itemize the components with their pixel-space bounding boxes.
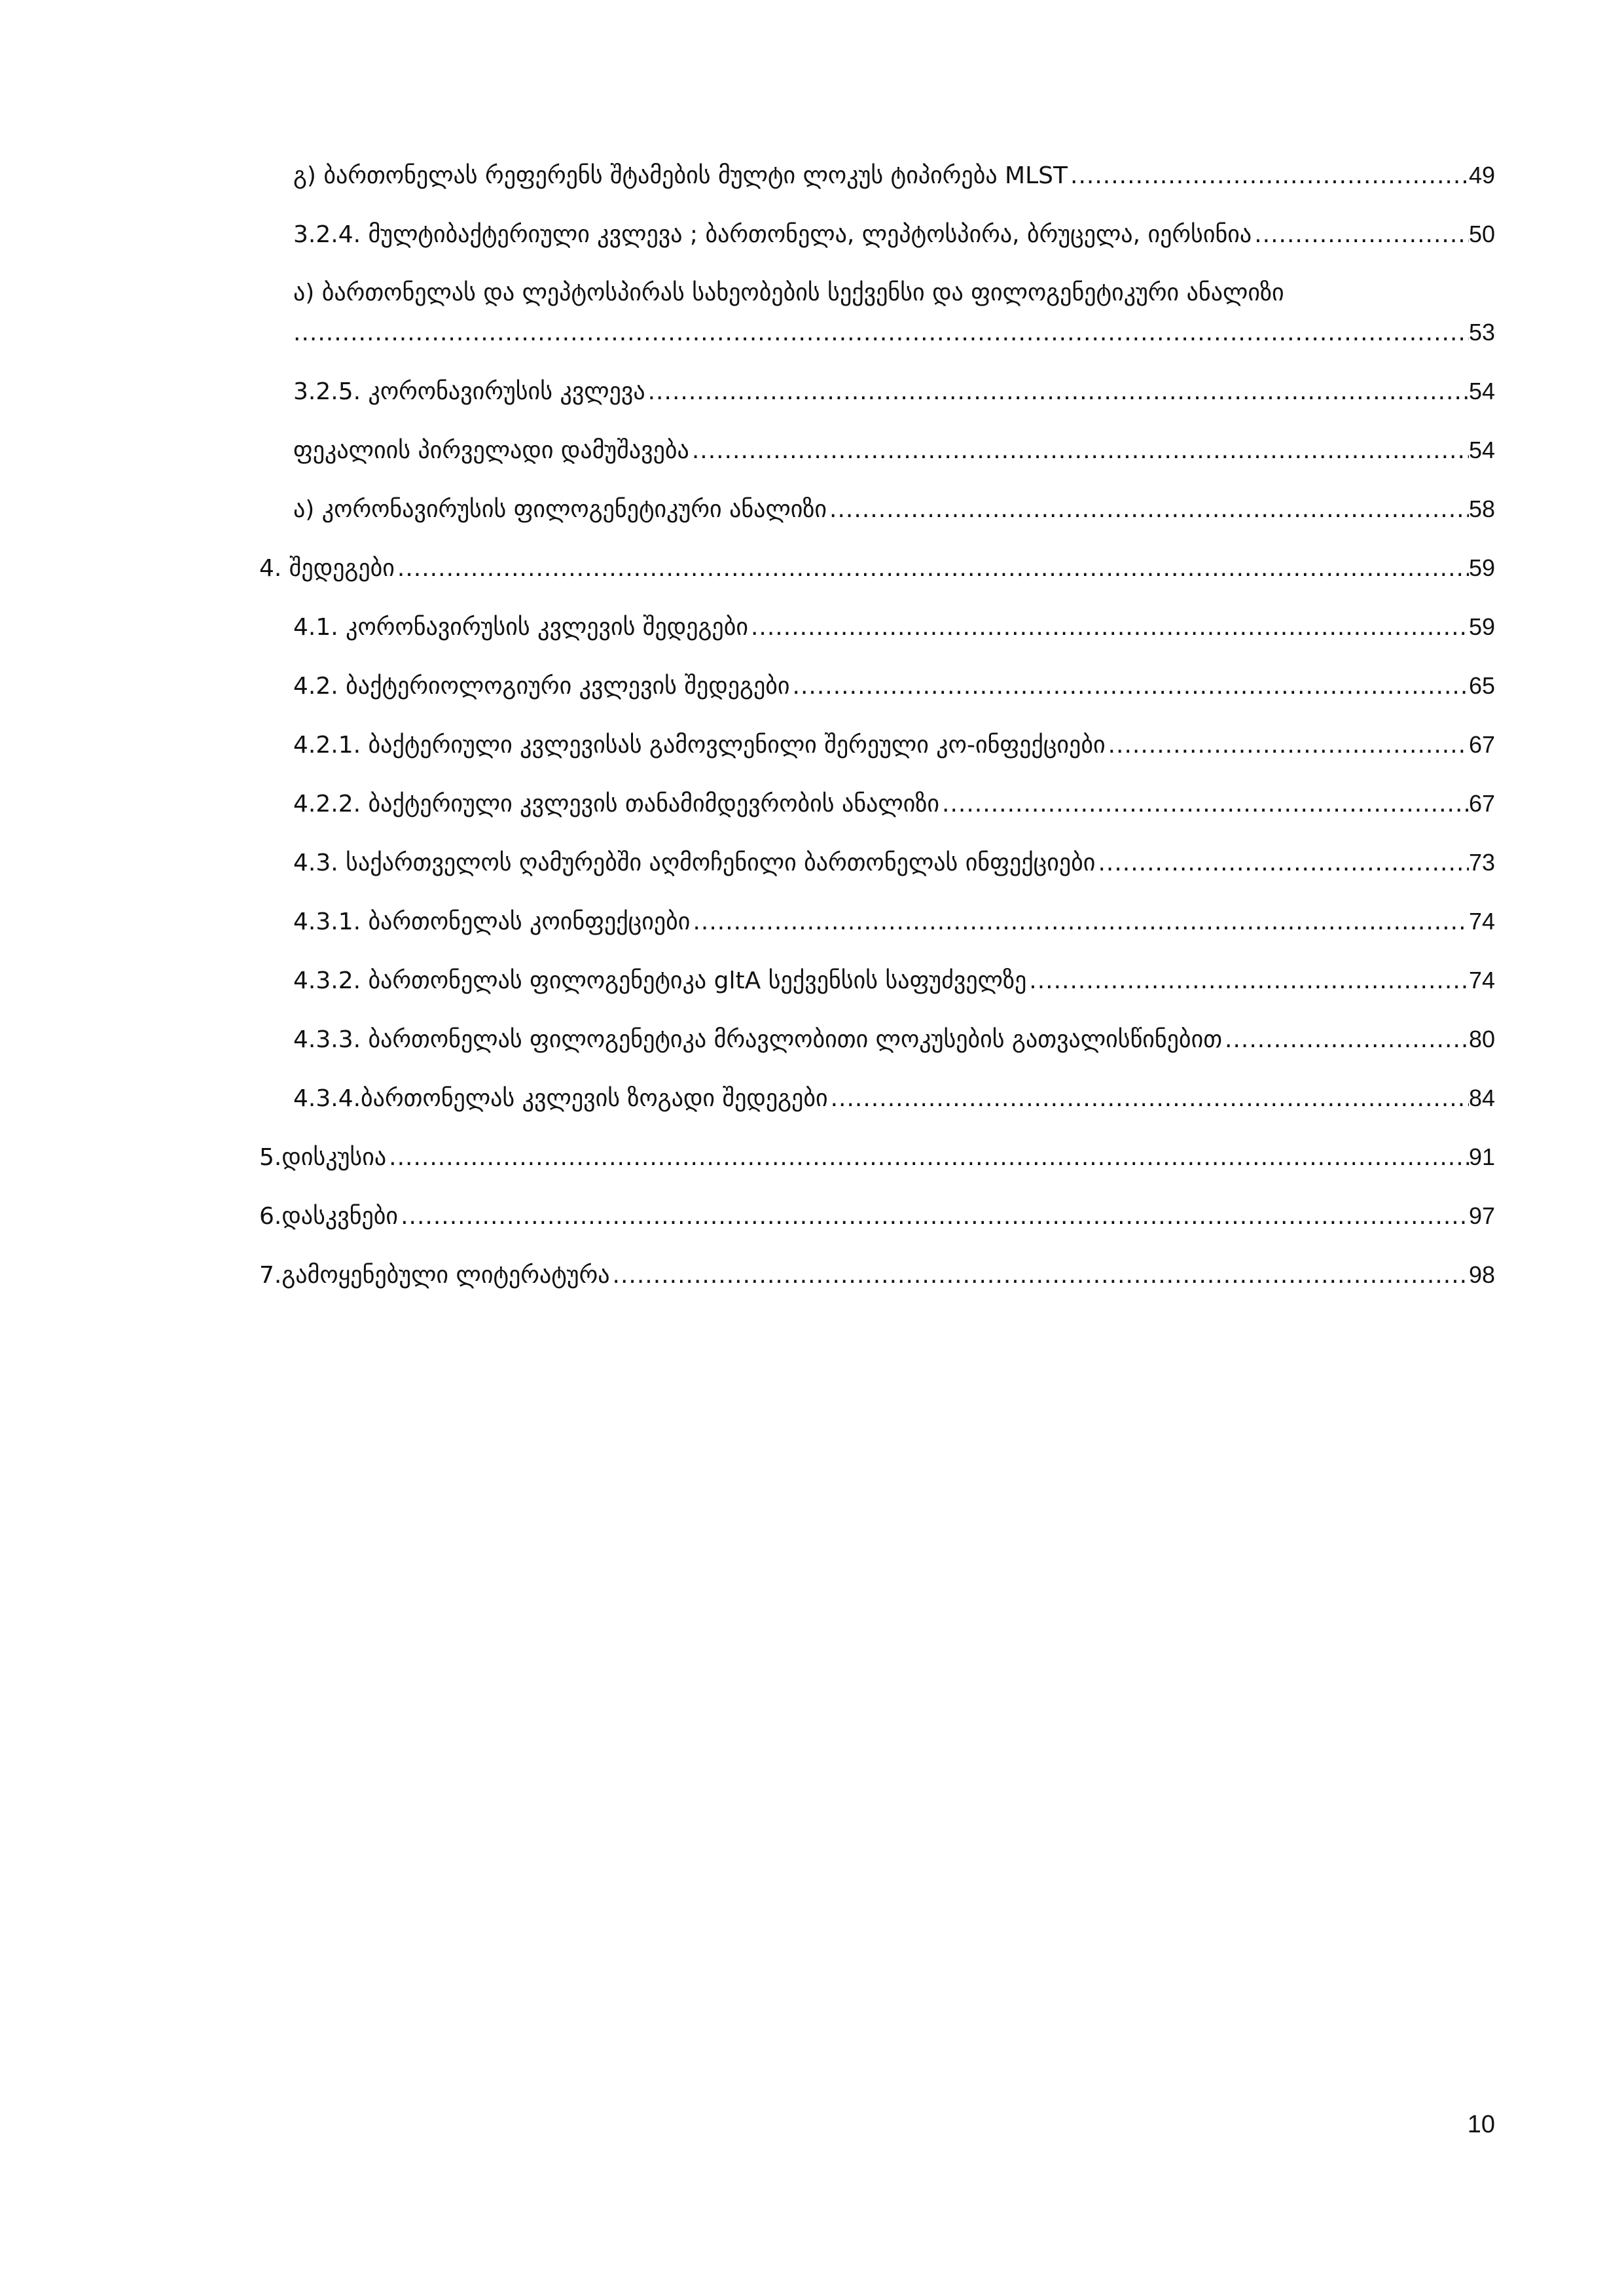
toc-entry-title: 7.გამოყენებული ლიტერატურა — [259, 1262, 610, 1289]
toc-entry-page: 97 — [1468, 1202, 1495, 1229]
toc-entry-page: 80 — [1468, 1026, 1495, 1052]
toc-entry-page: 98 — [1468, 1261, 1495, 1288]
toc-entry-title: 4.3.3. ბართონელას ფილოგენეტიკა მრავლობითი ლოკუსების გათვალისწინებით — [293, 1026, 1223, 1053]
toc-dot-leader — [1108, 730, 1469, 761]
toc-dot-leader — [751, 612, 1469, 643]
toc-entry-title: 3.2.4. მულტიბაქტერიული კვლევა ; ბართონელა, ლეპტოსპირა, ბრუცელა, იერსინია — [293, 221, 1252, 248]
toc-dot-leader — [793, 671, 1469, 702]
toc-entry[interactable] — [293, 435, 1495, 467]
toc-entry[interactable] — [293, 847, 1495, 879]
toc-entry-page: 53 — [1468, 319, 1495, 346]
toc-entry-page: 59 — [1468, 554, 1495, 581]
toc-dot-leader — [942, 789, 1469, 820]
toc-dot-leader — [293, 317, 1469, 349]
toc-dot-leader — [1029, 965, 1469, 997]
toc-entry-title: 3.2.5. კორონავირუსის კვლევა — [293, 378, 645, 405]
toc-entry-page: 58 — [1468, 495, 1495, 522]
toc-entry-page: 49 — [1468, 162, 1495, 188]
toc-entry-page: 54 — [1468, 378, 1495, 404]
toc-entry[interactable] — [293, 729, 1495, 761]
toc-entry-title: ფეკალიის პირველადი დამუშავება — [293, 437, 689, 464]
toc-entry-title: ა) კორონავირუსის ფილოგენეტიკური ანალიზი — [293, 496, 827, 523]
toc-entry-leader-line — [293, 317, 1495, 349]
toc-entry-title: ა) ბართონელას და ლეპტოსპირას სახეობების სექვენსი და ფილოგენეტიკური ანალიზი — [293, 279, 1284, 306]
toc-dot-leader — [389, 1142, 1469, 1174]
toc-dot-leader — [1070, 160, 1469, 192]
toc-entry-page: 65 — [1468, 672, 1495, 699]
toc-entry[interactable] — [293, 493, 1495, 526]
toc-entry-title: 4.3.4.ბართონელას კვლევის ზოგადი შედეგები — [293, 1085, 828, 1112]
toc-entry[interactable] — [293, 1083, 1495, 1115]
toc-entry-title: 4.2.2. ბაქტერიული კვლევის თანამიმდევრობის ანალიზი — [293, 791, 940, 817]
toc-entry-title: 4.3. საქართველოს ღამურებში აღმოჩენილი ბართონელას ინფექციები — [293, 850, 1096, 876]
toc-entry-title: 4.3.2. ბართონელას ფილოგენეტიკა gltA სექვენსის საფუძველზე — [293, 967, 1027, 994]
toc-entry-page: 67 — [1468, 790, 1495, 817]
toc-entry[interactable] — [259, 1259, 1495, 1291]
toc-entry[interactable] — [293, 160, 1495, 192]
toc-entry-page: 54 — [1468, 437, 1495, 463]
toc-entry[interactable] — [259, 1141, 1495, 1174]
toc-entry[interactable] — [293, 965, 1495, 997]
toc-dot-leader — [692, 435, 1469, 467]
toc-entry[interactable] — [259, 1200, 1495, 1232]
toc-entry-page: 67 — [1468, 731, 1495, 758]
toc-entry-page: 73 — [1468, 849, 1495, 876]
toc-entry-page: 91 — [1468, 1143, 1495, 1170]
toc-dot-leader — [829, 494, 1469, 526]
toc-entry-page: 84 — [1468, 1085, 1495, 1111]
toc-entry[interactable] — [293, 376, 1495, 408]
toc-dot-leader — [1225, 1024, 1469, 1056]
toc-entry[interactable] — [259, 552, 1495, 584]
toc-entry[interactable] — [293, 611, 1495, 643]
toc-entry[interactable] — [293, 1024, 1495, 1056]
toc-entry-title: 4.3.1. ბართონელას კოინფექციები — [293, 908, 691, 935]
toc-entry-title: 5.დისკუსია — [259, 1144, 387, 1171]
toc-entry-title: 4.1. კორონავირუსის კვლევის შედეგები — [293, 614, 748, 641]
page-number: 10 — [1467, 2111, 1495, 2138]
toc-entry-page: 74 — [1468, 967, 1495, 994]
toc-entry[interactable] — [293, 670, 1495, 702]
toc-entry[interactable] — [293, 906, 1495, 938]
toc-dot-leader — [831, 1083, 1469, 1115]
toc-dot-leader — [401, 1201, 1469, 1232]
toc-dot-leader — [1098, 848, 1469, 879]
toc-entry[interactable] — [293, 219, 1495, 251]
toc-dot-leader — [693, 906, 1469, 938]
toc-entry-title: 4.2. ბაქტერიოლოგიური კვლევის შედეგები — [293, 673, 790, 700]
toc-dot-leader — [648, 376, 1469, 408]
toc-entry-page: 59 — [1468, 613, 1495, 640]
toc-entry-title: 4. შედეგები — [259, 555, 395, 582]
toc-entry[interactable] — [293, 788, 1495, 820]
toc-entry-title: 6.დასკვნები — [259, 1203, 399, 1230]
toc-entry-title: 4.2.1. ბაქტერიული კვლევისას გამოვლენილი შერეული კო-ინფექციები — [293, 732, 1106, 759]
toc-entry-page: 74 — [1468, 908, 1495, 935]
toc-dot-leader — [613, 1260, 1469, 1291]
toc-dot-leader — [397, 553, 1469, 584]
toc-entry-title: გ) ბართონელას რეფერენს შტამების მულტი ლოკუს ტიპირება MLST — [293, 162, 1068, 189]
toc-dot-leader — [1254, 219, 1469, 251]
toc-entry-page: 50 — [1468, 221, 1495, 247]
